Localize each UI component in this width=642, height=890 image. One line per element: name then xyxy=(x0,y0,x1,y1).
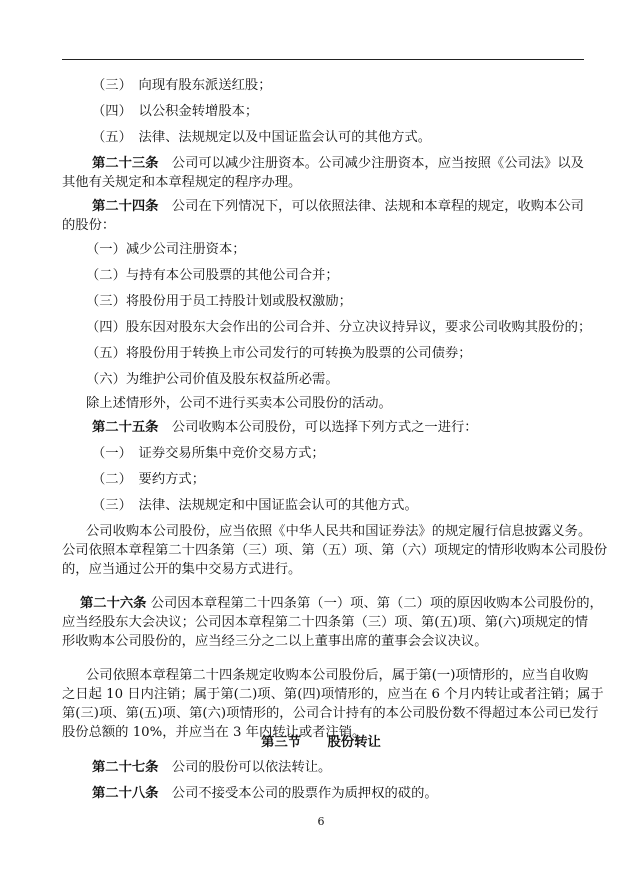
text-line: （三） 向现有股东派送红股； xyxy=(92,78,272,93)
list-item: （一） 证券交易所集中竞价交易方式； xyxy=(92,446,325,461)
text-line: 股份总额的 10%，并应当在 3 年内转让或者注销。 xyxy=(62,725,366,740)
text-line: 形收购本公司股份的，应当经三分之二以上董事出席的董事会会议决议。 xyxy=(62,634,488,649)
text-line: 第(三)项、第(五)项、第(六)项情形的，公司合计持有的本公司股份数不得超过本公司已发行 xyxy=(62,706,599,721)
text-line: 应当经股东大会决议；公司因本章程第二十四条第（三）项、第(五)项、第(六)项规定的情 xyxy=(62,615,589,630)
text-line: 公司收购本公司股份，应当依照《中华人民共和国证券法》的规定履行信息披露义务。 xyxy=(86,524,592,539)
text-line: （四） 以公积金转增股本； xyxy=(92,104,259,119)
list-item: （四）股东因对股东大会作出的公司合并、分立决议持异议，要求公司收购其股份的； xyxy=(86,320,592,335)
text-line: 除上述情形外，公司不进行买卖本公司股份的活动。 xyxy=(86,396,392,411)
article-24: 第二十四条 公司在下列情况下，可以依照法律、法规和本章程的规定，收购本公司 xyxy=(92,199,584,214)
section-heading: 第三节 股份转让 xyxy=(261,735,381,750)
text-line: 的股份： xyxy=(62,218,116,233)
list-item: （五）将股份用于转换上市公司发行的可转换为股票的公司债券； xyxy=(86,346,472,361)
list-item: （二）与持有本公司股票的其他公司合并； xyxy=(86,268,339,283)
article-28: 第二十八条 公司不接受本公司的股票作为质押权的砹的。 xyxy=(92,786,438,801)
text-line: 之日起 10 日内注销；属于第(二)项、第(四)项情形的，应当在 6 个月内转让或者注销；属于 xyxy=(62,687,604,702)
list-item: （六）为维护公司价值及股东权益所必需。 xyxy=(86,372,339,387)
text-line: 的，应当通过公开的集中交易方式进行。 xyxy=(62,562,302,577)
article-26: 第二十六条 公司因本章程第二十四条第（一）项、第（二）项的原因收购本公司股份的， xyxy=(80,596,603,611)
article-23: 第二十三条 公司可以减少注册资本。公司减少注册资本，应当按照《公司法》以及 xyxy=(92,156,584,171)
header-rule xyxy=(62,59,584,60)
list-item: （一）减少公司注册资本； xyxy=(86,242,246,257)
text-line: （五） 法律、法规规定以及中国证监会认可的其他方式。 xyxy=(92,130,432,145)
list-item: （三） 法律、法规规定和中国证监会认可的其他方式。 xyxy=(92,498,418,513)
text-line: 公司依照本章程第二十四条规定收购本公司股份后，属于第(一)项情形的，应当自收购 xyxy=(86,668,589,683)
text-line: 公司依照本章程第二十四条第（三）项、第（五）项、第（六）项规定的情形收购本公司股份 xyxy=(62,543,608,558)
list-item: （二） 要约方式； xyxy=(92,472,206,487)
article-25: 第二十五条 公司收购本公司股份，可以选择下列方式之一进行： xyxy=(92,420,478,435)
list-item: （三）将股份用于员工持股计划或股权激励； xyxy=(86,294,352,309)
page-number: 6 xyxy=(317,815,325,828)
article-27: 第二十七条 公司的股份可以依法转让。 xyxy=(92,760,332,775)
text-line: 其他有关规定和本章程规定的程序办理。 xyxy=(62,175,302,190)
